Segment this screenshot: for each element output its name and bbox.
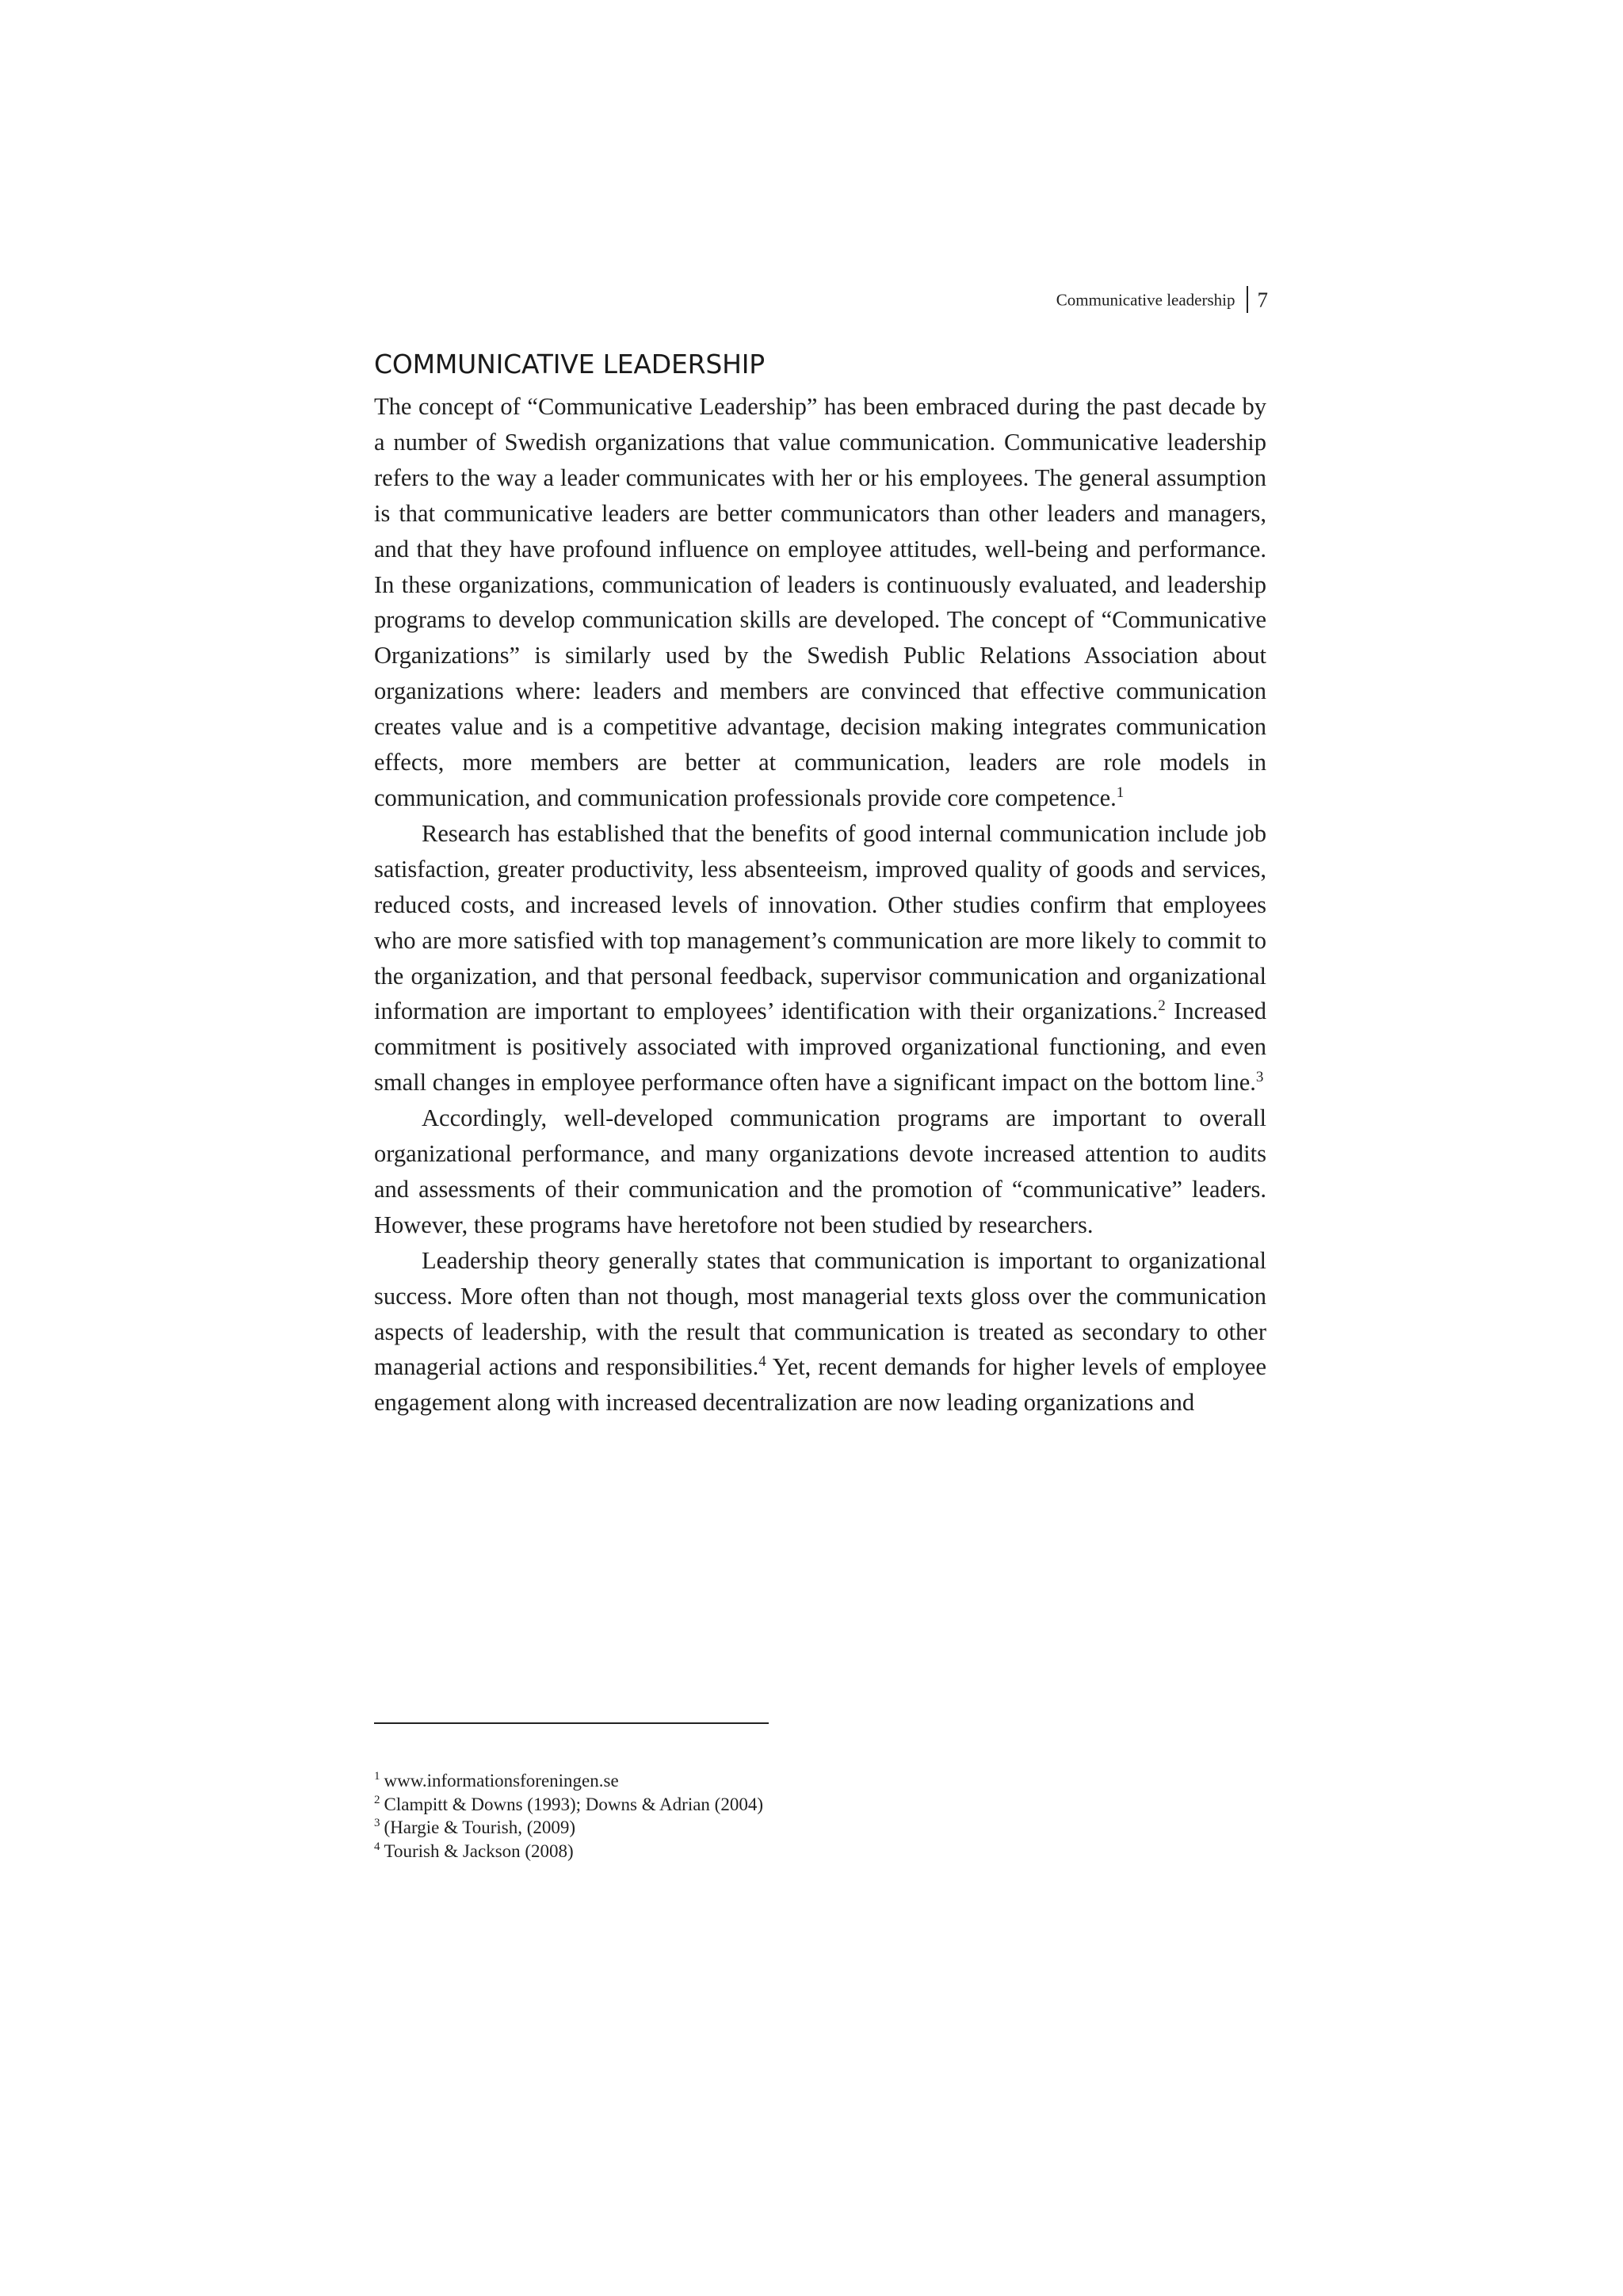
footnote-ref: 4 [758,1353,766,1371]
footnote-number: 3 [374,1817,380,1830]
footnote-item [374,1840,1266,1863]
footnote-text: Tourish & Jackson (2008) [384,1840,574,1861]
footnote-item [374,1793,1266,1817]
page-number: 7 [1257,288,1268,312]
footnote-item [374,1769,1266,1793]
body-text [374,389,1266,1421]
running-header-title: Communicative leadership [1056,290,1235,310]
paragraph-3 [374,1100,1266,1243]
paragraph-text: Research has established that the benefits of good internal communication include job satisfaction, greater productivity, less absenteeism, improved quality of goods and services, reduced costs, and increased levels of innovation. Other studies confirm that employees who are more satisfied with top management’s communication are more likely to commit to the organization, and that personal feedback, supervisor communication and organizational information are important to employees’ identification with their organizations. [374,819,1266,1025]
running-header [792,284,1268,315]
section-heading: COMMUNICATIVE LEADERSHIP [374,349,765,379]
footnote-ref: 3 [1255,1069,1264,1086]
footnote-number: 2 [374,1793,380,1806]
footnote-number: 1 [374,1770,380,1783]
paragraph-text: Leadership theory generally states that communication is important to organizational success. More often than not though, most managerial texts gloss over the communication aspects of leadership, with the result that communication is treated as secondary to other managerial actions and responsibilities. [374,1246,1266,1381]
footnote-text: Clampitt & Downs (1993); Downs & Adrian (2004) [384,1794,763,1814]
footnotes [374,1769,1266,1863]
footnote-separator [374,1722,769,1724]
footnote-text: (Hargie & Tourish, (2009) [384,1817,576,1837]
paragraph-text: The concept of “Communicative Leadership” has been embraced during the past decade by a number of Swedish organizations that value communication. Communicative leadership refers to the way a leader communicates with her or his employees. The general assumption is that communicative leaders are better communicators than other leaders and managers, and that they have profound influence on employee attitudes, well-being and performance. In these organizations, communication of leaders is continuously evaluated, and leadership programs to develop communication skills are developed. The concept of “Communicative Organizations” is similarly used by the Swedish Public Relations Association about organizations where: leaders and members are convinced that effective communication creates value and is a competitive advantage, decision making integrates communication effects, more members are better at communication, leaders are role models in communication, and communication professionals provide core competence. [374,393,1266,811]
paragraph-1 [374,389,1266,816]
footnote-ref: 1 [1116,784,1125,801]
footnote-item [374,1816,1266,1840]
paragraph-text: Increased commitment is positively associated with improved organizational functioning, and even small changes in employee performance often have a significant impact on the bottom line. [374,997,1266,1097]
header-divider [1247,286,1248,313]
footnote-text: www.informationsforeningen.se [384,1771,619,1791]
paragraph-text: Yet, recent demands for higher levels of employee engagement along with increased decentralization are now leading organizations and [374,1353,1266,1417]
footnote-ref: 2 [1158,997,1166,1015]
paragraph-2 [374,816,1266,1100]
footnote-number: 4 [374,1840,380,1853]
paragraph-4 [374,1243,1266,1421]
paragraph-text: Accordingly, well-developed communication programs are important to overall organizational performance, and many organizations devote increased attention to audits and assessments of their communication and the promotion of “communicative” leaders. However, these programs have heretofore not been studied by researchers. [374,1104,1266,1238]
